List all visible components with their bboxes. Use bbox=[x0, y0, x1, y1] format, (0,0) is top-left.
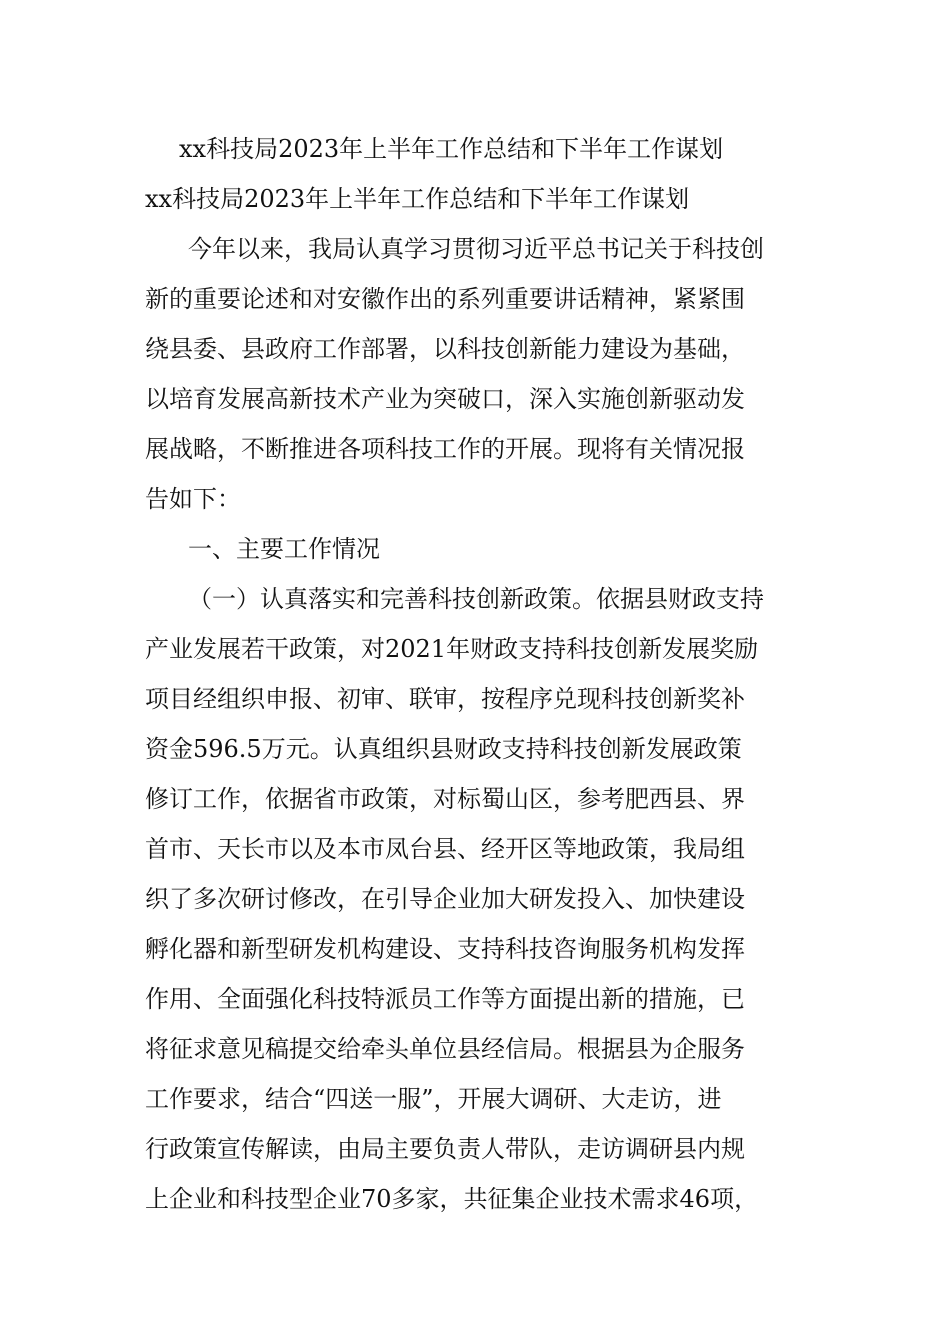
body-line: 上企业和科技型企业70多家，共征集企业技术需求46项， bbox=[145, 1185, 759, 1213]
body-line: 工作要求，结合“四送一服”，开展大调研、大走访，进 bbox=[145, 1085, 722, 1113]
body-line: 织了多次研讨修改，在引导企业加大研发投入、加快建设 bbox=[145, 885, 745, 913]
body-line: 修订工作，依据省市政策，对标蜀山区，参考肥西县、界 bbox=[145, 785, 745, 813]
document-title-secondary: xx科技局2023年上半年工作总结和下半年工作谋划 bbox=[145, 185, 690, 213]
body-line: 孵化器和新型研发机构建设、支持科技咨询服务机构发挥 bbox=[145, 935, 745, 963]
body-line: 展战略，不断推进各项科技工作的开展。现将有关情况报 bbox=[145, 435, 745, 463]
body-line: 作用、全面强化科技特派员工作等方面提出新的措施，已 bbox=[145, 985, 745, 1013]
body-line: 绕县委、县政府工作部署，以科技创新能力建设为基础， bbox=[145, 335, 745, 363]
body-line: 资金596.5万元。认真组织县财政支持科技创新发展政策 bbox=[145, 735, 742, 763]
body-line: 将征求意见稿提交给牵头单位县经信局。根据县为企服务 bbox=[145, 1035, 745, 1063]
body-line: 今年以来，我局认真学习贯彻习近平总书记关于科技创 bbox=[188, 235, 764, 263]
body-line: 告如下： bbox=[145, 485, 241, 513]
document-title-primary: xx科技局2023年上半年工作总结和下半年工作谋划 bbox=[179, 135, 724, 163]
subsection-paragraph-start: （一）认真落实和完善科技创新政策。依据县财政支持 bbox=[188, 585, 764, 613]
body-line: 产业发展若干政策，对2021年财政支持科技创新发展奖励 bbox=[145, 635, 759, 663]
body-line: 新的重要论述和对安徽作出的系列重要讲话精神，紧紧围 bbox=[145, 285, 745, 313]
body-line: 首市、天长市以及本市凤台县、经开区等地政策，我局组 bbox=[145, 835, 745, 863]
body-line: 项目经组织申报、初审、联审，按程序兑现科技创新奖补 bbox=[145, 685, 745, 713]
body-line: 以培育发展高新技术产业为突破口，深入实施创新驱动发 bbox=[145, 385, 745, 413]
section-heading: 一、主要工作情况 bbox=[188, 535, 380, 563]
body-line: 行政策宣传解读，由局主要负责人带队，走访调研县内规 bbox=[145, 1135, 745, 1163]
